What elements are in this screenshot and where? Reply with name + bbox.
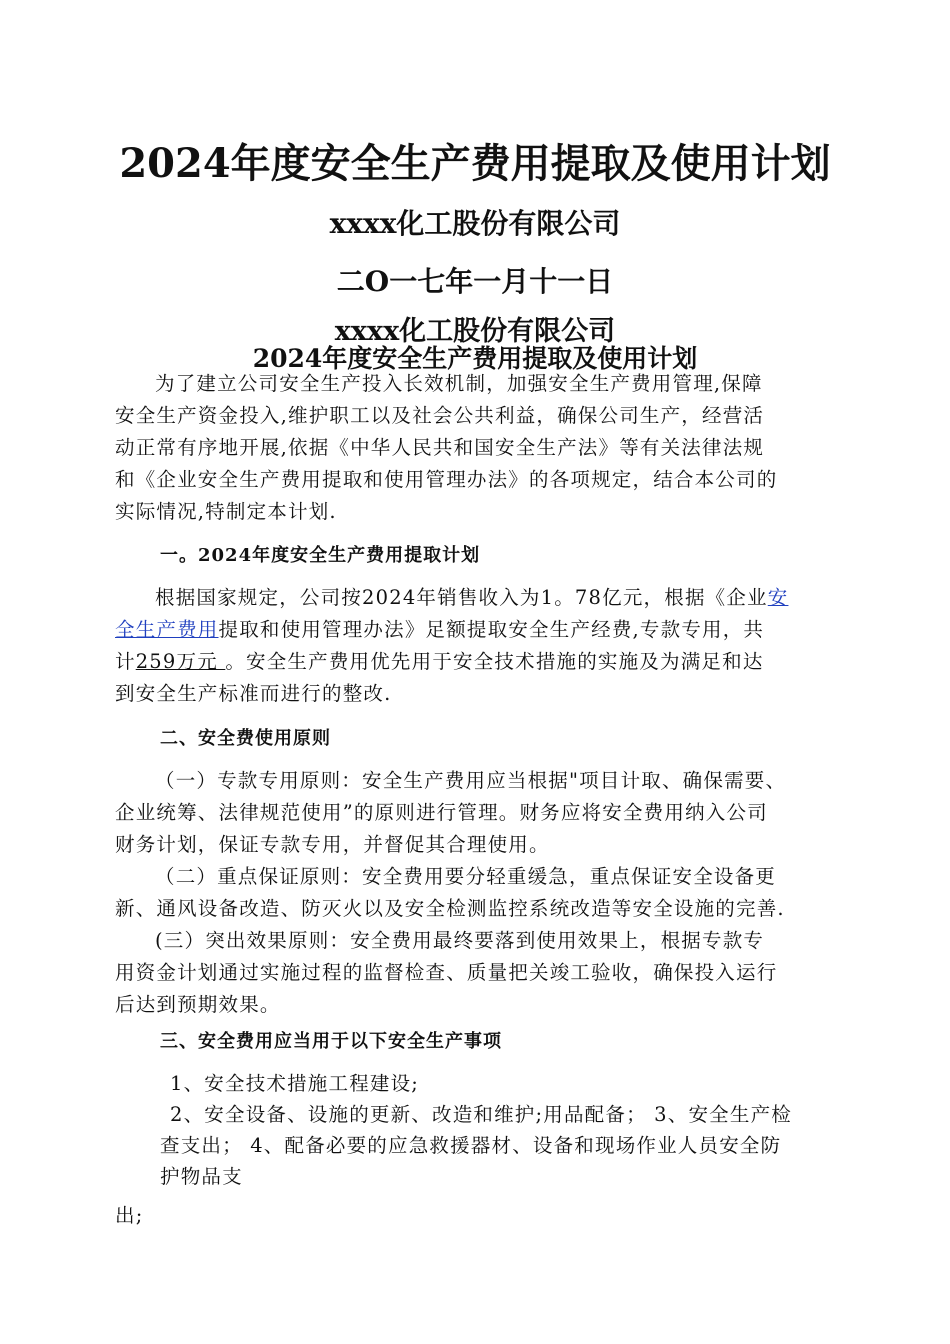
section3-paragraph bbox=[115, 1068, 839, 1231]
section2-line: 后达到预期效果。 bbox=[115, 993, 281, 1016]
section1-text: 提取和使用管理办法》足额提取安全生产经费,专款专用，共 bbox=[218, 618, 765, 641]
section1-line: 到安全生产标准而进行的整改. bbox=[115, 682, 392, 705]
section1-heading: 一。2024年度安全生产费用提取计划 bbox=[160, 545, 481, 566]
section2-line: (三）突出效果原则：安全费用最终要落到使用效果上，根据专款专 bbox=[155, 929, 765, 952]
header-title: 2024年度安全生产费用提取及使用计划 bbox=[252, 344, 698, 373]
section3-line: 2、安全设备、设施的更新、改造和维护;用品配备； 3、安全生产检 bbox=[170, 1103, 792, 1126]
section1-text: 根据国家规定，公司按2024年销售收入为1。78亿元，根据《企业 bbox=[155, 586, 768, 609]
section1-line bbox=[115, 614, 839, 646]
section1-text: 计 bbox=[115, 650, 136, 673]
amount-value: 259万元 bbox=[135, 650, 226, 673]
intro-paragraph bbox=[115, 368, 839, 528]
intro-line: 动正常有序地开展,依据《中华人民共和国安全生产法》等有关法律法规 bbox=[115, 436, 765, 459]
section3-heading: 三、安全费用应当用于以下安全生产事项 bbox=[160, 1031, 502, 1052]
section2-line: 新、通风设备改造、防灭火以及安全检测监控系统改造等安全设施的完善. bbox=[115, 897, 785, 920]
intro-line: 和《企业安全生产费用提取和使用管理办法》的各项规定，结合本公司的 bbox=[115, 468, 778, 491]
intro-line: 安全生产资金投入,维护职工以及社会公共利益，确保公司生产，经营活 bbox=[115, 404, 765, 427]
section2-line: 企业统筹、法律规范使用”的原则进行管理。财务应将安全费用纳入公司 bbox=[115, 801, 768, 824]
section3-line: 查支出； 4、配备必要的应急救援器材、设备和现场作业人员安全防 bbox=[160, 1134, 782, 1157]
section1-paragraph bbox=[115, 582, 839, 710]
cover-company: xxxx化工股份有限公司 bbox=[329, 207, 621, 240]
cover-date: 二O一七年一月十一日 bbox=[336, 265, 614, 298]
safety-fee-link[interactable]: 安 bbox=[767, 586, 789, 609]
section1-text: 。安全生产费用优先用于安全技术措施的实施及为满足和达 bbox=[225, 650, 764, 673]
safety-fee-link[interactable]: 全生产费用 bbox=[115, 618, 219, 641]
section2-heading: 二、安全费使用原则 bbox=[160, 728, 331, 749]
section2-line: （二）重点保证原则：安全费用要分轻重缓急，重点保证安全设备更 bbox=[155, 865, 777, 888]
section2-line: 用资金计划通过实施过程的监督检查、质量把关竣工验收，确保投入运行 bbox=[115, 961, 778, 984]
section3-line: 出; bbox=[115, 1204, 144, 1227]
section1-line bbox=[115, 646, 839, 678]
section2-line: 财务计划，保证专款专用，并督促其合理使用。 bbox=[115, 833, 550, 856]
section3-line: 护物品支 bbox=[160, 1165, 243, 1188]
section3-line: 1、安全技术措施工程建设; bbox=[170, 1072, 420, 1095]
section2-line: （一）专款专用原则：安全生产费用应当根据"项目计取、确保需要、 bbox=[155, 769, 787, 792]
header-company: xxxx化工股份有限公司 bbox=[334, 316, 616, 347]
intro-line: 实际情况,特制定本计划. bbox=[115, 500, 337, 523]
intro-line: 为了建立公司安全生产投入长效机制，加强安全生产费用管理,保障 bbox=[155, 372, 763, 395]
section1-line bbox=[115, 582, 839, 614]
cover-title: 2024年度安全生产费用提取及使用计划 bbox=[119, 140, 831, 187]
section2-paragraph bbox=[115, 765, 839, 1021]
